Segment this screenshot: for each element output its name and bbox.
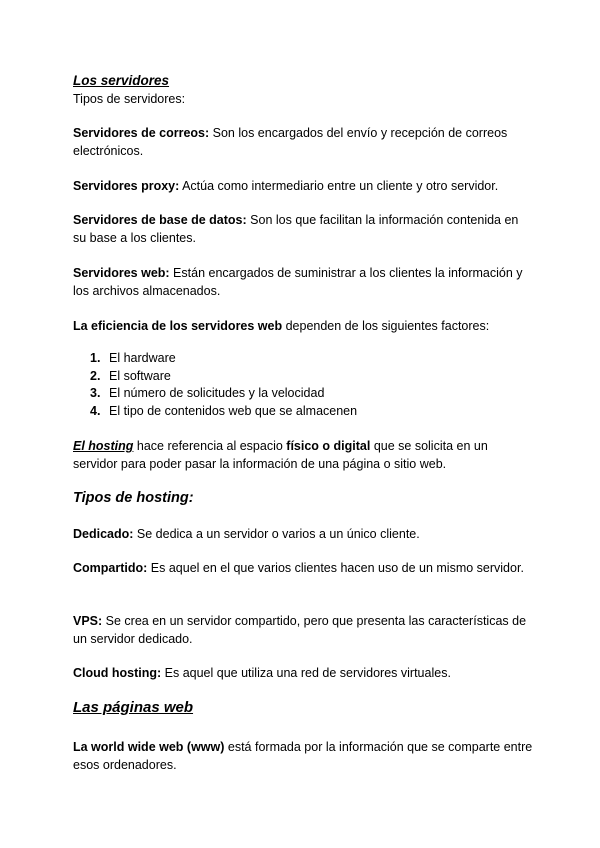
subtitle (73, 90, 533, 108)
term-description: está formada por la información que se comparte entre esos ordenadores. (73, 740, 533, 772)
paragraph-dedicated (73, 525, 533, 543)
term-label: Cloud hosting: (73, 666, 162, 680)
list-text: El software (109, 368, 171, 383)
subheading: Tipos de hosting: (73, 490, 194, 506)
term-description: Se crea en un servidor compartido, pero que presenta las características de un servidor dedicado. (73, 614, 527, 646)
term-description: Es aquel en el que varios clientes hacen uso de un mismo servidor. (147, 561, 524, 575)
list-text: El número de solicitudes y la velocidad (109, 386, 325, 400)
term-label: La world wide web (www) (73, 740, 225, 754)
factors-list (73, 350, 533, 420)
paragraph-web-servers (73, 264, 533, 300)
paragraph-shared (73, 559, 533, 577)
term-label: Servidores web: (73, 266, 170, 280)
paragraph-proxy-servers (73, 177, 533, 195)
term-label: El hosting (73, 439, 134, 453)
list-number: 3. (90, 386, 101, 400)
paragraph-www (73, 738, 533, 774)
page-title: Los servidores (73, 73, 170, 88)
paragraph-db-servers (73, 211, 533, 247)
list-number: 1. (90, 351, 101, 365)
paragraph-cloud-hosting (73, 664, 533, 682)
term-description: Son los que facilitan la información contenida en su base a los clientes. (73, 213, 519, 245)
term-description: Actúa como intermediario entre un cliente y otro servidor. (179, 179, 499, 193)
term-description: hace referencia al espacio (133, 439, 287, 453)
section-heading-servers (73, 72, 533, 90)
heading: Las páginas web (73, 699, 194, 716)
list-text: El hardware (109, 351, 176, 365)
term-label: Servidores de base de datos: (73, 213, 247, 227)
term-description: dependen de los siguientes factores: (282, 319, 490, 333)
subtitle-text: Tipos de servidores: (73, 92, 186, 106)
term-description: Se dedica a un servidor o varios a un único cliente. (133, 527, 420, 541)
term-description: Son los encargados del envío y recepción de correos electrónicos. (73, 126, 508, 158)
list-text: El tipo de contenidos web que se almacenen (109, 403, 358, 418)
term-description: que se solicita en un servidor para poder pasar la información de una página o sitio web. (73, 439, 488, 471)
term-label: Compartido: (73, 561, 148, 575)
section-heading-web-pages (73, 699, 533, 717)
paragraph-efficiency (73, 317, 533, 335)
bold-phrase: físico o digital (286, 439, 371, 453)
term-label: Servidores de correos: (73, 126, 210, 140)
list-number: 4. (90, 403, 101, 418)
term-label: Dedicado: (73, 527, 134, 541)
list-item (73, 385, 533, 403)
term-label: Servidores proxy: (73, 179, 180, 193)
term-label: La eficiencia de los servidores web (73, 319, 283, 333)
paragraph-mail-servers (73, 124, 533, 160)
list-item (73, 368, 533, 386)
term-description: Están encargados de suministrar a los clientes la información y los archivos almacenados. (73, 266, 523, 298)
paragraph-vps (73, 612, 533, 648)
section-heading-hosting-types (73, 489, 533, 507)
list-number: 2. (90, 368, 101, 383)
term-description: Es aquel que utiliza una red de servidores virtuales. (161, 666, 451, 680)
list-item (73, 403, 533, 421)
term-label: VPS: (73, 614, 103, 628)
paragraph-hosting-definition (73, 437, 533, 473)
list-item (73, 350, 533, 368)
